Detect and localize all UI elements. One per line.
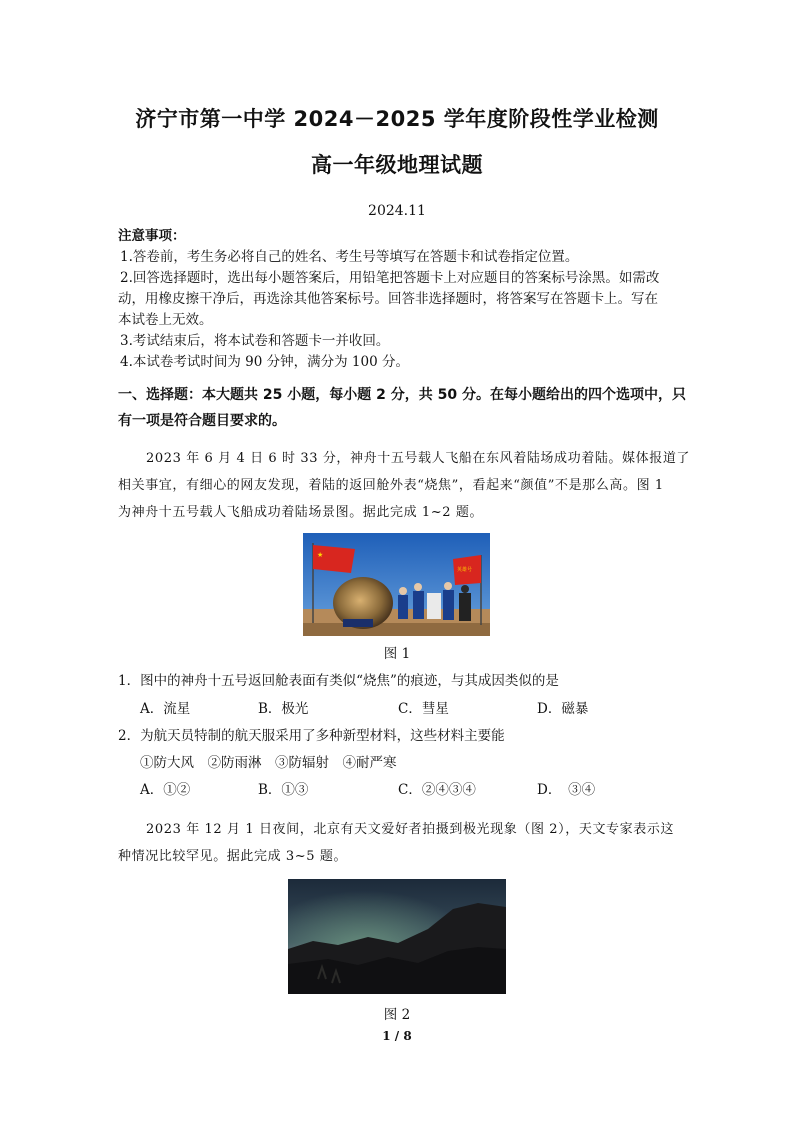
figure1-caption: 图 1 xyxy=(383,646,411,662)
svg-text:英雄号: 英雄号 xyxy=(457,567,473,573)
section-heading-line-2: 有一项是符合题目要求的。 xyxy=(118,413,286,429)
passage1-line-1: 2023 年 6 月 4 日 6 时 33 分，神舟十五号载人飞船在东风着陆场成功着陆。媒体报道了 xyxy=(146,451,691,466)
notice-heading: 注意事项： xyxy=(118,228,186,244)
q1-option-d: D．磁暴 xyxy=(537,701,589,717)
q2-option-d: D． ③④ xyxy=(537,782,596,798)
q2-option-b: B．①③ xyxy=(258,782,309,798)
section-heading-line-1: 一、选择题：本大题共 25 小题，每小题 2 分，共 50 分。在每小题给出的四个选项中，只 xyxy=(118,387,686,403)
notice-line-2: 2.回答选择题时，选出每小题答案后，用铅笔把答题卡上对应题目的答案标号涂黑。如需改 xyxy=(120,270,660,286)
q2-option-a: A．①② xyxy=(140,782,191,798)
q1-option-c: C．彗星 xyxy=(398,701,449,717)
aurora-photo xyxy=(288,879,506,994)
passage2-line-2: 种情况比较罕见。据此完成 3~5 题。 xyxy=(118,849,348,864)
notice-line-4: 本试卷上无效。 xyxy=(118,312,213,328)
landing-scene-photo xyxy=(303,533,490,636)
q1-option-b: B．极光 xyxy=(258,701,309,717)
notice-line-6: 4.本试卷考试时间为 90 分钟，满分为 100 分。 xyxy=(120,354,409,370)
passage1-line-2: 相关事宜，有细心的网友发现，着陆的返回舱外表“烧焦”，看起来“颜值”不是那么高。图 1 xyxy=(118,478,664,493)
page-number: 1 / 8 xyxy=(382,1029,412,1043)
figure2-caption: 图 2 xyxy=(383,1007,411,1023)
passage2-line-1: 2023 年 12 月 1 日夜间，北京有天文爱好者拍摄到极光现象（图 2），天文专家表示这 xyxy=(146,822,675,837)
question-1-stem: 1．图中的神舟十五号返回舱表面有类似“烧焦”的痕迹，与其成因类似的是 xyxy=(118,673,559,689)
question-2-stem: 2．为航天员特制的航天服采用了多种新型材料，这些材料主要能 xyxy=(118,728,505,744)
question-2-choices: ①防大风 ②防雨淋 ③防辐射 ④耐严寒 xyxy=(140,755,397,771)
exam-title: 济宁市第一中学 2024－2025 学年度阶段性学业检测 xyxy=(135,107,659,131)
exam-date: 2024.11 xyxy=(368,203,426,219)
exam-subtitle: 高一年级地理试题 xyxy=(311,153,483,177)
notice-line-3: 动，用橡皮擦干净后，再选涂其他答案标号。回答非选择题时，将答案写在答题卡上。写在 xyxy=(118,291,658,307)
passage1-line-3: 为神舟十五号载人飞船成功着陆场景图。据此完成 1~2 题。 xyxy=(118,505,484,520)
q2-option-c: C．②④③④ xyxy=(398,782,476,798)
svg-text:★: ★ xyxy=(317,551,324,559)
notice-line-1: 1.答卷前，考生务必将自己的姓名、考生号等填写在答题卡和试卷指定位置。 xyxy=(120,249,579,265)
notice-line-5: 3.考试结束后，将本试卷和答题卡一并收回。 xyxy=(120,333,390,349)
q1-option-a: A．流星 xyxy=(140,701,191,717)
